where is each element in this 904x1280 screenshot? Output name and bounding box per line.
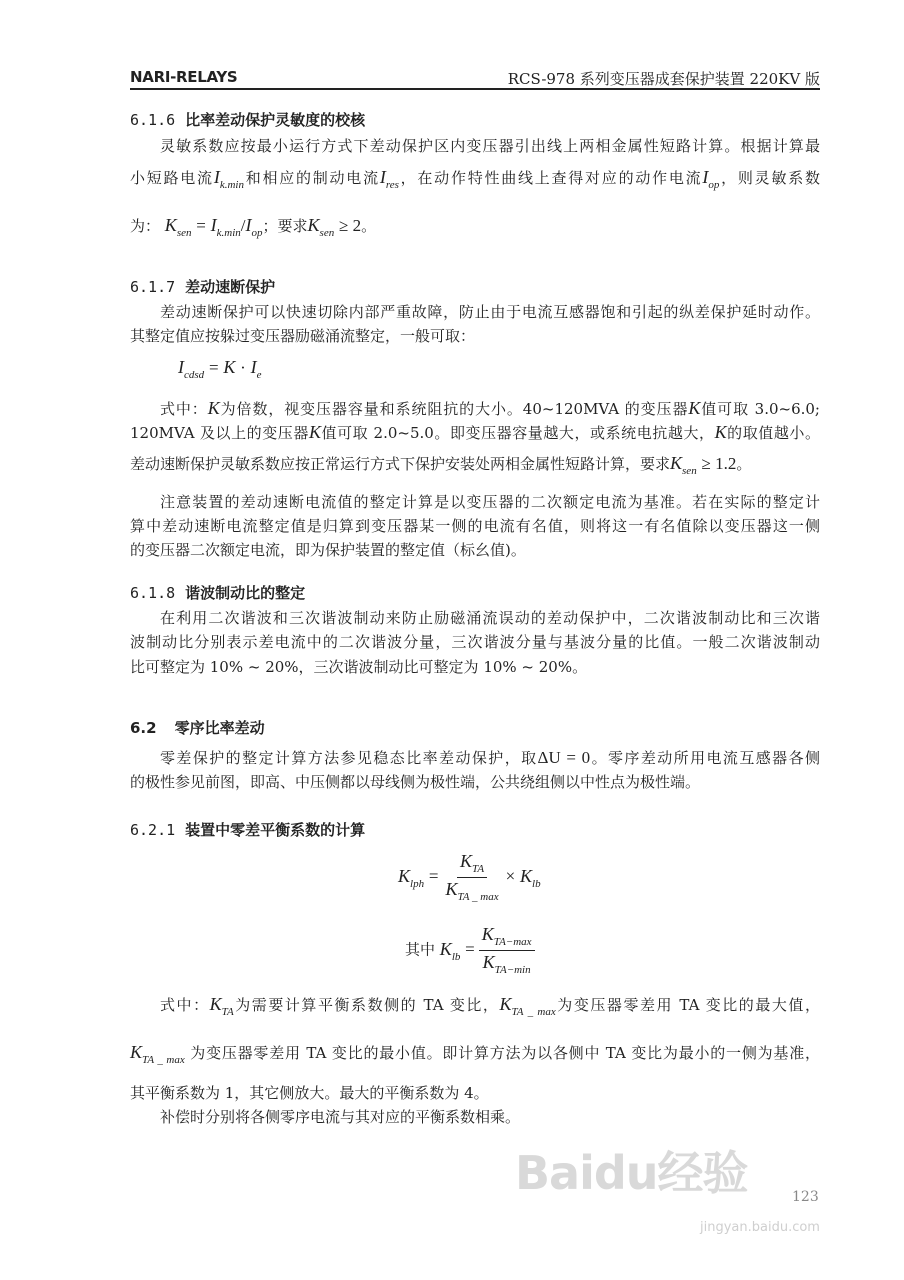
header-brand: NARI-RELAYS xyxy=(130,68,238,86)
section-number: 6.1.6 xyxy=(130,111,176,129)
paragraph-line: 零差保护的整定计算方法参见稳态比率差动保护，取ΔU = 0。零序差动所用电流互感器各侧 xyxy=(160,748,820,767)
formula-cdsd: $I_{cdsd} = K \cdot I_e$ xyxy=(178,357,262,381)
paragraph-line: 式中：K为倍数，视变压器容量和系统阻抗的大小。40~120MVA 的变压器K值可取 3.0~6.0; xyxy=(160,398,820,418)
header-title: RCS-978 系列变压器成套保护装置 220KV 版 xyxy=(507,70,820,88)
paragraph-line: 的变压器二次额定电流，即为保护装置的整定值（标幺值)。 xyxy=(130,541,526,559)
paragraph-line: 补偿时分别将各侧零序电流与其对应的平衡系数相乘。 xyxy=(160,1108,521,1126)
paragraph-line: 算中差动速断电流整定值是归算到变压器某一侧的电流有名值，则将这一有名值除以变压器这一侧 xyxy=(130,517,820,535)
paragraph-line: 其整定值应按躲过变压器励磁涌流整定，一般可取： xyxy=(130,327,476,345)
paragraph-line: 在利用二次谐波和三次谐波制动来防止励磁涌流误动的差动保护中，二次谐波制动比和三次谐 xyxy=(160,609,820,627)
paragraph-line: $K_{TA \_ max}$ 为变压器零差用 TA 变比的最小值。即计算方法为以各侧中 TA 变比为最小的一侧为基准， xyxy=(130,1042,820,1066)
paragraph-line: 波制动比分别表示差电流中的二次谐波分量，三次谐波分量与基波分量的比值。一般二次谐波制动 xyxy=(130,633,820,651)
paragraph-line: 小短路电流$I_{k.min}$和相应的制动电流$I_{res}$，在动作特性曲线上查得对应的动作电流$I_{op}$，则灵敏系数 xyxy=(130,167,820,191)
baidu-watermark: Baidu经验 xyxy=(515,1146,748,1200)
paragraph-line: 差动速断保护灵敏系数应按正常运行方式下保护安装处两相金属性短路计算，要求$K_{sen} \ge 1.2$。 xyxy=(130,453,752,477)
paragraph-line: 120MVA 及以上的变压器K值可取 2.0~5.0。即变压器容量越大，或系统电抗越大，K的取值越小。 xyxy=(130,422,820,442)
paragraph-line: 灵敏系数应按最小运行方式下差动保护区内变压器引出线上两相金属性短路计算。根据计算最 xyxy=(160,137,820,155)
paragraph-line: 注意装置的差动速断电流值的整定计算是以变压器的二次额定电流为基准。若在实际的整定计 xyxy=(160,493,820,511)
header-rule xyxy=(130,88,820,90)
paragraph-line: 其平衡系数为 1，其它侧放大。最大的平衡系数为 4。 xyxy=(130,1084,489,1102)
formula-line: 为： $K_{sen} = I_{k.min}/I_{op}$；要求$K_{sen} \ge 2$。 xyxy=(130,215,377,239)
section-heading-6-2-1: 6.2.1 装置中零差平衡系数的计算 xyxy=(130,821,366,839)
paragraph-line: 差动速断保护可以快速切除内部严重故障，防止由于电流互感器饱和引起的纵差保护延时动作。 xyxy=(160,303,820,321)
section-heading-6-1-8: 6.1.8 谐波制动比的整定 xyxy=(130,584,306,602)
section-heading-6-2: 6.2 零序比率差动 xyxy=(130,719,265,737)
paragraph-line: 的极性参见前图，即高、中压侧都以母线侧为极性端，公共绕组侧以中性点为极性端。 xyxy=(130,773,701,791)
section-heading-6-1-6 xyxy=(130,110,820,130)
paragraph-line: 式中：$K_{TA}$为需要计算平衡系数侧的 TA 变比，$K_{TA \_ max}$为变压器零差用 TA 变比的最大值， xyxy=(160,994,820,1018)
section-title: 比率差动保护灵敏度的校核 xyxy=(185,111,366,129)
formula-klb: 其中 $K_{lb}$ = $\frac{K_{TA-max}}{K_{TA-min}}$ xyxy=(405,925,539,976)
page-number: 123 xyxy=(792,1189,819,1205)
formula-klph: $K_{lph}$ = $\frac{K_{TA}}{K_{TA \_ max}}$ × $K_{lb}$ xyxy=(398,851,541,903)
watermark-url: jingyan.baidu.com xyxy=(700,1220,820,1235)
paragraph-line: 比可整定为 10% ~ 20%，三次谐波制动比可整定为 10% ~ 20%。 xyxy=(130,658,588,676)
section-heading-6-1-7: 6.1.7 差动速断保护 xyxy=(130,278,276,296)
